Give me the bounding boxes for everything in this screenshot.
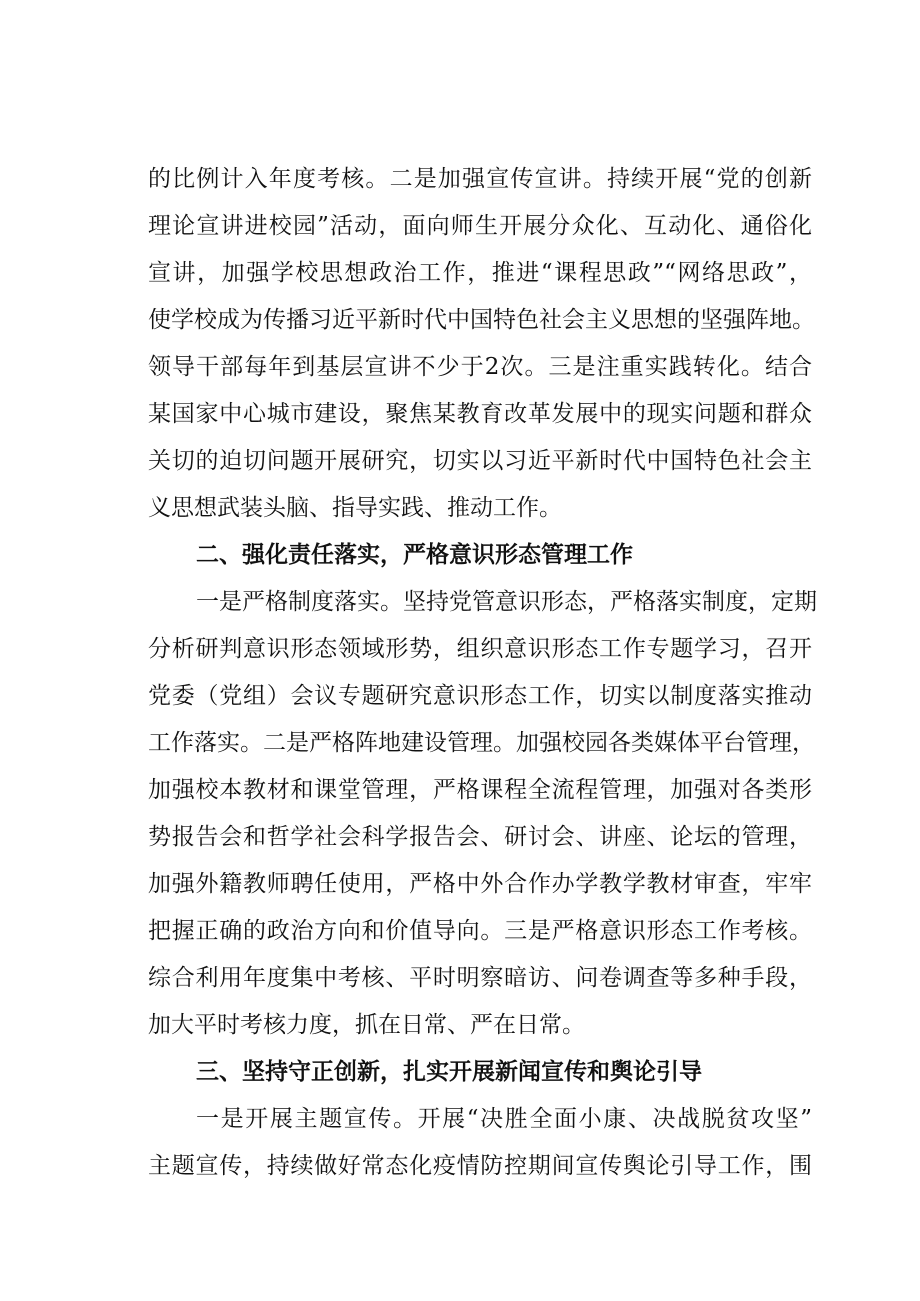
paragraph-line: 一是开展主题宣传。开展“决胜全面小康、决战脱贫攻坚” xyxy=(196,1106,812,1132)
paragraph-line: 分析研判意识形态领域形势，组织意识形态工作专题学习，召开 xyxy=(148,636,812,662)
paragraph-3 xyxy=(148,1096,812,1190)
paragraph-line: 使学校成为传播习近平新时代中国特色社会主义思想的坚强阵地。 xyxy=(148,307,815,333)
section-heading-3: 三、坚持守正创新，扎实开展新闻宣传和舆论引导 xyxy=(196,1059,702,1085)
paragraph-line: 党委（党组）会议专题研究意识形态工作，切实以制度落实推动 xyxy=(148,683,812,709)
paragraph-line: 工作落实。二是严格阵地建设管理。加强校园各类媒体平台管理， xyxy=(148,730,815,756)
paragraph-line: 综合利用年度集中考核、平时明察暗访、问卷调查等多种手段， xyxy=(148,965,812,991)
paragraph-line: 的比例计入年度考核。二是加强宣传宣讲。持续开展“党的创新 xyxy=(148,166,812,192)
paragraph-line: 关切的迫切问题开展研究，切实以习近平新时代中国特色社会主 xyxy=(148,448,812,474)
paragraph-line: 一是严格制度落实。坚持党管意识形态，严格落实制度，定期 xyxy=(196,589,817,615)
paragraph-line: 加强外籍教师聘任使用，严格中外合作办学教学教材审查，牢牢 xyxy=(148,871,812,897)
paragraph-line: 势报告会和哲学社会科学报告会、研讨会、讲座、论坛的管理， xyxy=(148,824,812,850)
paragraph-line: 义思想武装头脑、指导实践、推动工作。 xyxy=(148,495,562,521)
paragraph-line: 理论宣讲进校园”活动，面向师生开展分众化、互动化、通俗化 xyxy=(148,213,812,239)
paragraph-line: 把握正确的政治方向和价值导向。三是严格意识形态工作考核。 xyxy=(148,918,812,944)
paragraph-line: 加强校本教材和课堂管理，严格课程全流程管理，加强对各类形 xyxy=(148,777,812,803)
paragraph-line: 宣讲，加强学校思想政治工作，推进“课程思政”“网络思政”， xyxy=(148,260,812,286)
paragraph-line: 主题宣传，持续做好常态化疫情防控期间宣传舆论引导工作，围 xyxy=(148,1153,812,1179)
paragraph-line: 领导干部每年到基层宣讲不少于2次。三是注重实践转化。结合 xyxy=(148,354,812,380)
paragraph-line: 某国家中心城市建设，聚焦某教育改革发展中的现实问题和群众 xyxy=(148,401,812,427)
paragraph-2 xyxy=(148,579,817,1049)
paragraph-1 xyxy=(148,156,815,532)
section-heading-2: 二、强化责任落实，严格意识形态管理工作 xyxy=(196,542,633,568)
paragraph-line: 加大平时考核力度，抓在日常、严在日常。 xyxy=(148,1012,585,1038)
document-body xyxy=(148,156,817,1190)
